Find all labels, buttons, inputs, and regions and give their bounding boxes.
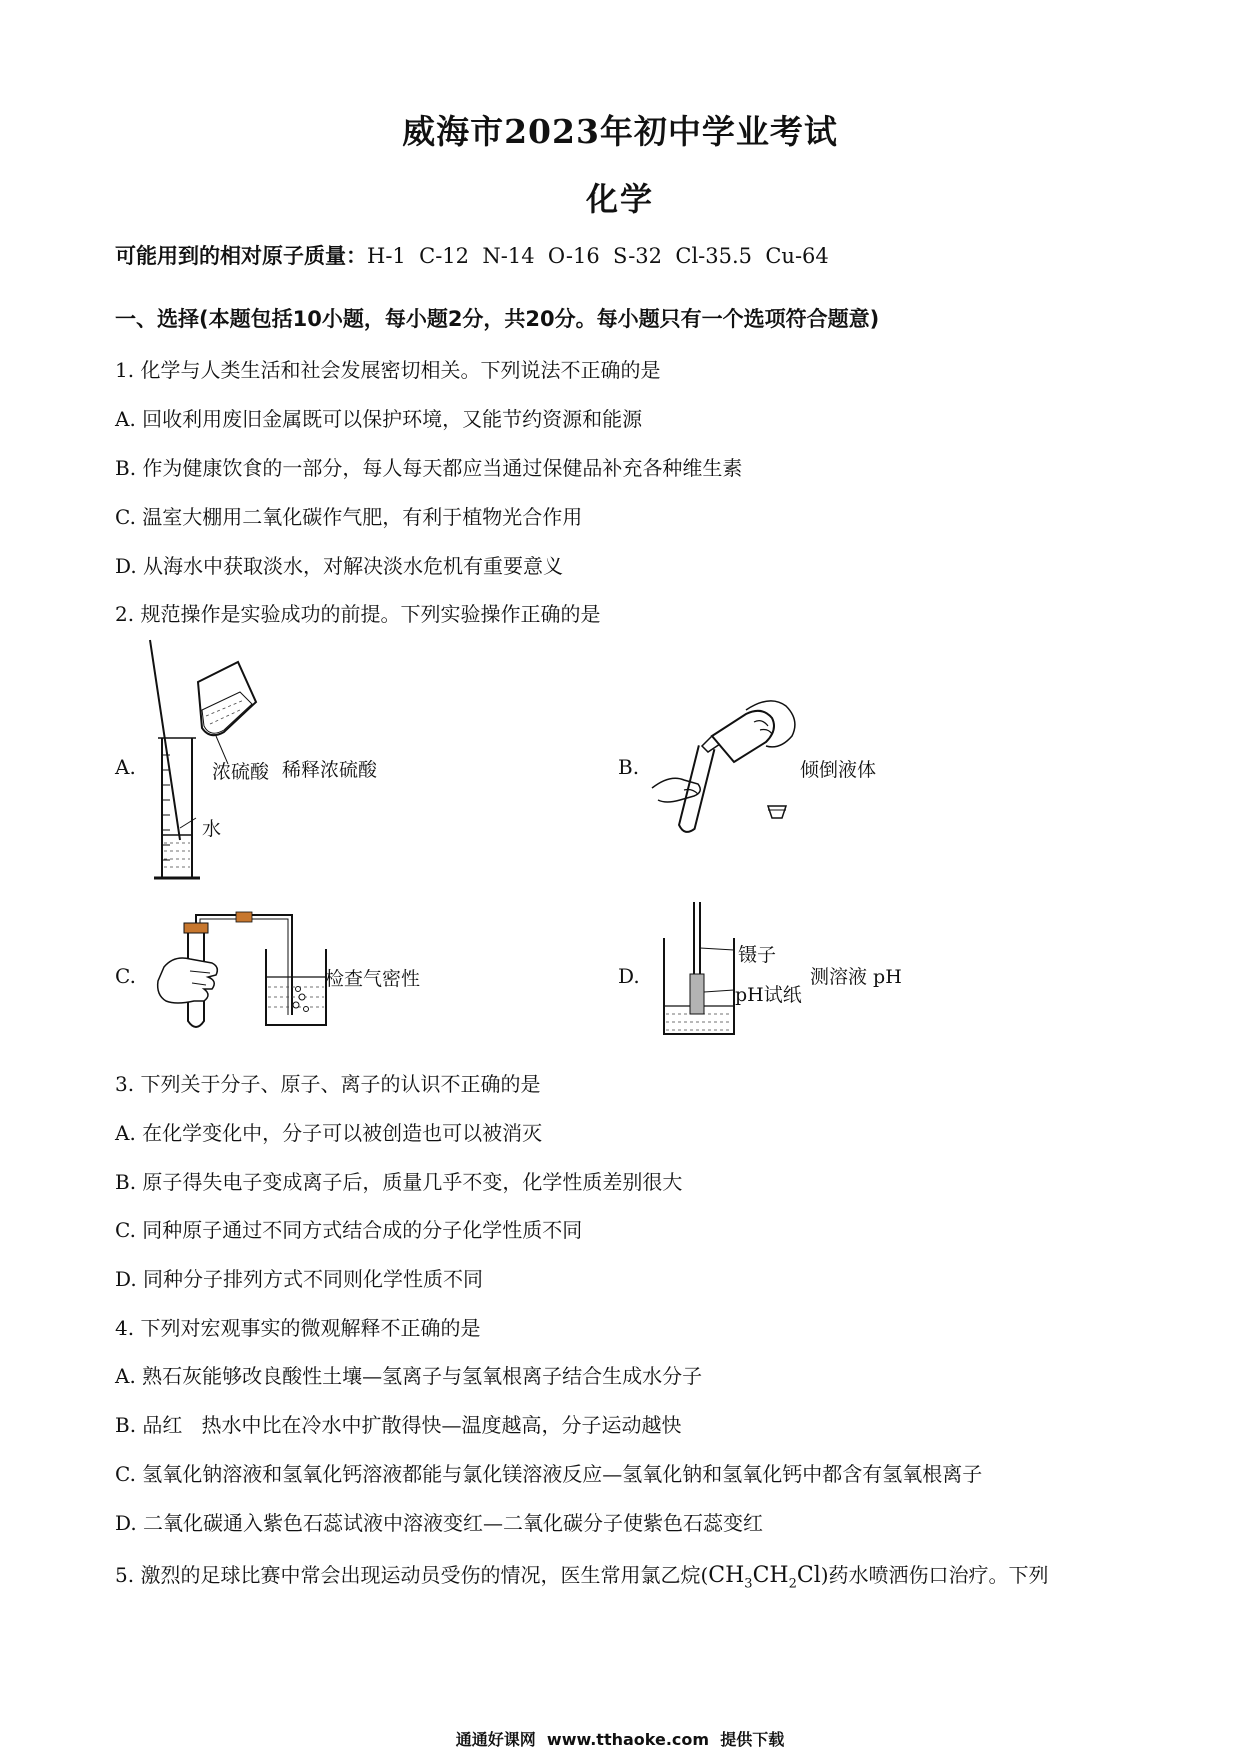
page-footer: 通通好课网 www.tthaoke.com 提供下载	[455, 1730, 785, 1749]
q3-option-c: C. 同种原子通过不同方式结合成的分子化学性质不同	[115, 1218, 583, 1242]
q3-option-d: D. 同种分子排列方式不同则化学性质不同	[115, 1267, 484, 1291]
q3-stem: 3. 下列关于分子、原子、离子的认识不正确的是	[115, 1072, 541, 1096]
q2-d-letter: D.	[618, 964, 640, 988]
q4-stem: 4. 下列对宏观事实的微观解释不正确的是	[115, 1316, 481, 1340]
q2-d-caption: 测溶液 pH	[810, 966, 902, 988]
q2-d-tweezers-label: 镊子	[738, 944, 777, 966]
q2-b-caption: 倾倒液体	[800, 759, 877, 781]
q5-stem-before: 5. 激烈的足球比赛中常会出现运动员受伤的情况，医生常用氯乙烷(	[115, 1563, 709, 1587]
q1-option-c: C. 温室大棚用二氧化碳作气肥，有利于植物光合作用	[115, 505, 583, 529]
q2-c-caption: 检查气密性	[325, 968, 421, 990]
q4-option-b: B. 品红 热水中比在冷水中扩散得快—温度越高，分子运动越快	[115, 1413, 682, 1437]
page-title: 威海市2023年初中学业考试	[402, 112, 838, 151]
q3-option-a: A. 在化学变化中，分子可以被创造也可以被消灭	[115, 1121, 543, 1145]
q5-stem-after: )药水喷洒伤口治疗。下列	[820, 1563, 1049, 1587]
atomic-mass-values: H-1 C-12 N-14 O-16 S-32 Cl-35.5 Cu-64	[367, 244, 829, 268]
q1-option-a: A. 回收利用废旧金属既可以保护环境，又能节约资源和能源	[115, 407, 643, 431]
q2-d-paper-label: pH试纸	[735, 984, 802, 1006]
q1-option-b: B. 作为健康饮食的一部分，每人每天都应当通过保健品补充各种维生素	[115, 456, 743, 480]
atomic-mass-label: 可能用到的相对原子质量：	[115, 244, 367, 268]
section-heading: 一、选择(本题包括10小题，每小题2分，共20分。每小题只有一个选项符合题意)	[115, 307, 880, 331]
q1-option-d: D. 从海水中获取淡水，对解决淡水危机有重要意义	[115, 554, 564, 578]
q3-option-b: B. 原子得失电子变成离子后，质量几乎不变，化学性质差别很大	[115, 1170, 683, 1194]
q4-option-a: A. 熟石灰能够改良酸性土壤—氢离子与氢氧根离子结合生成水分子	[115, 1364, 703, 1388]
q2-d-diagram	[660, 902, 760, 1042]
subject-title: 化学	[585, 180, 654, 218]
q2-stem: 2. 规范操作是实验成功的前提。下列实验操作正确的是	[115, 602, 601, 626]
q2-c-letter: C.	[115, 964, 136, 988]
q2-b-diagram	[650, 700, 810, 830]
q2-a-acid-label: 浓硫酸	[212, 761, 270, 783]
q2-a-caption: 稀释浓硫酸	[282, 759, 378, 781]
q5-formula: $CH_3CH_2Cl$	[708, 1563, 821, 1592]
atomic-mass-line	[115, 240, 829, 270]
q2-c-diagram	[150, 905, 330, 1035]
q4-option-d: D. 二氧化碳通入紫色石蕊试液中溶液变红—二氧化碳分子使紫色石蕊变红	[115, 1511, 764, 1535]
q2-b-letter: B.	[618, 755, 640, 779]
q2-a-water-label: 水	[202, 818, 222, 840]
q1-stem: 1. 化学与人类生活和社会发展密切相关。下列说法不正确的是	[115, 358, 661, 382]
q2-a-letter: A.	[115, 755, 136, 779]
q5-stem	[115, 1559, 1049, 1591]
q4-option-c: C. 氢氧化钠溶液和氢氧化钙溶液都能与氯化镁溶液反应—氢氧化钠和氢氧化钙中都含有氢氧根离子	[115, 1462, 983, 1486]
